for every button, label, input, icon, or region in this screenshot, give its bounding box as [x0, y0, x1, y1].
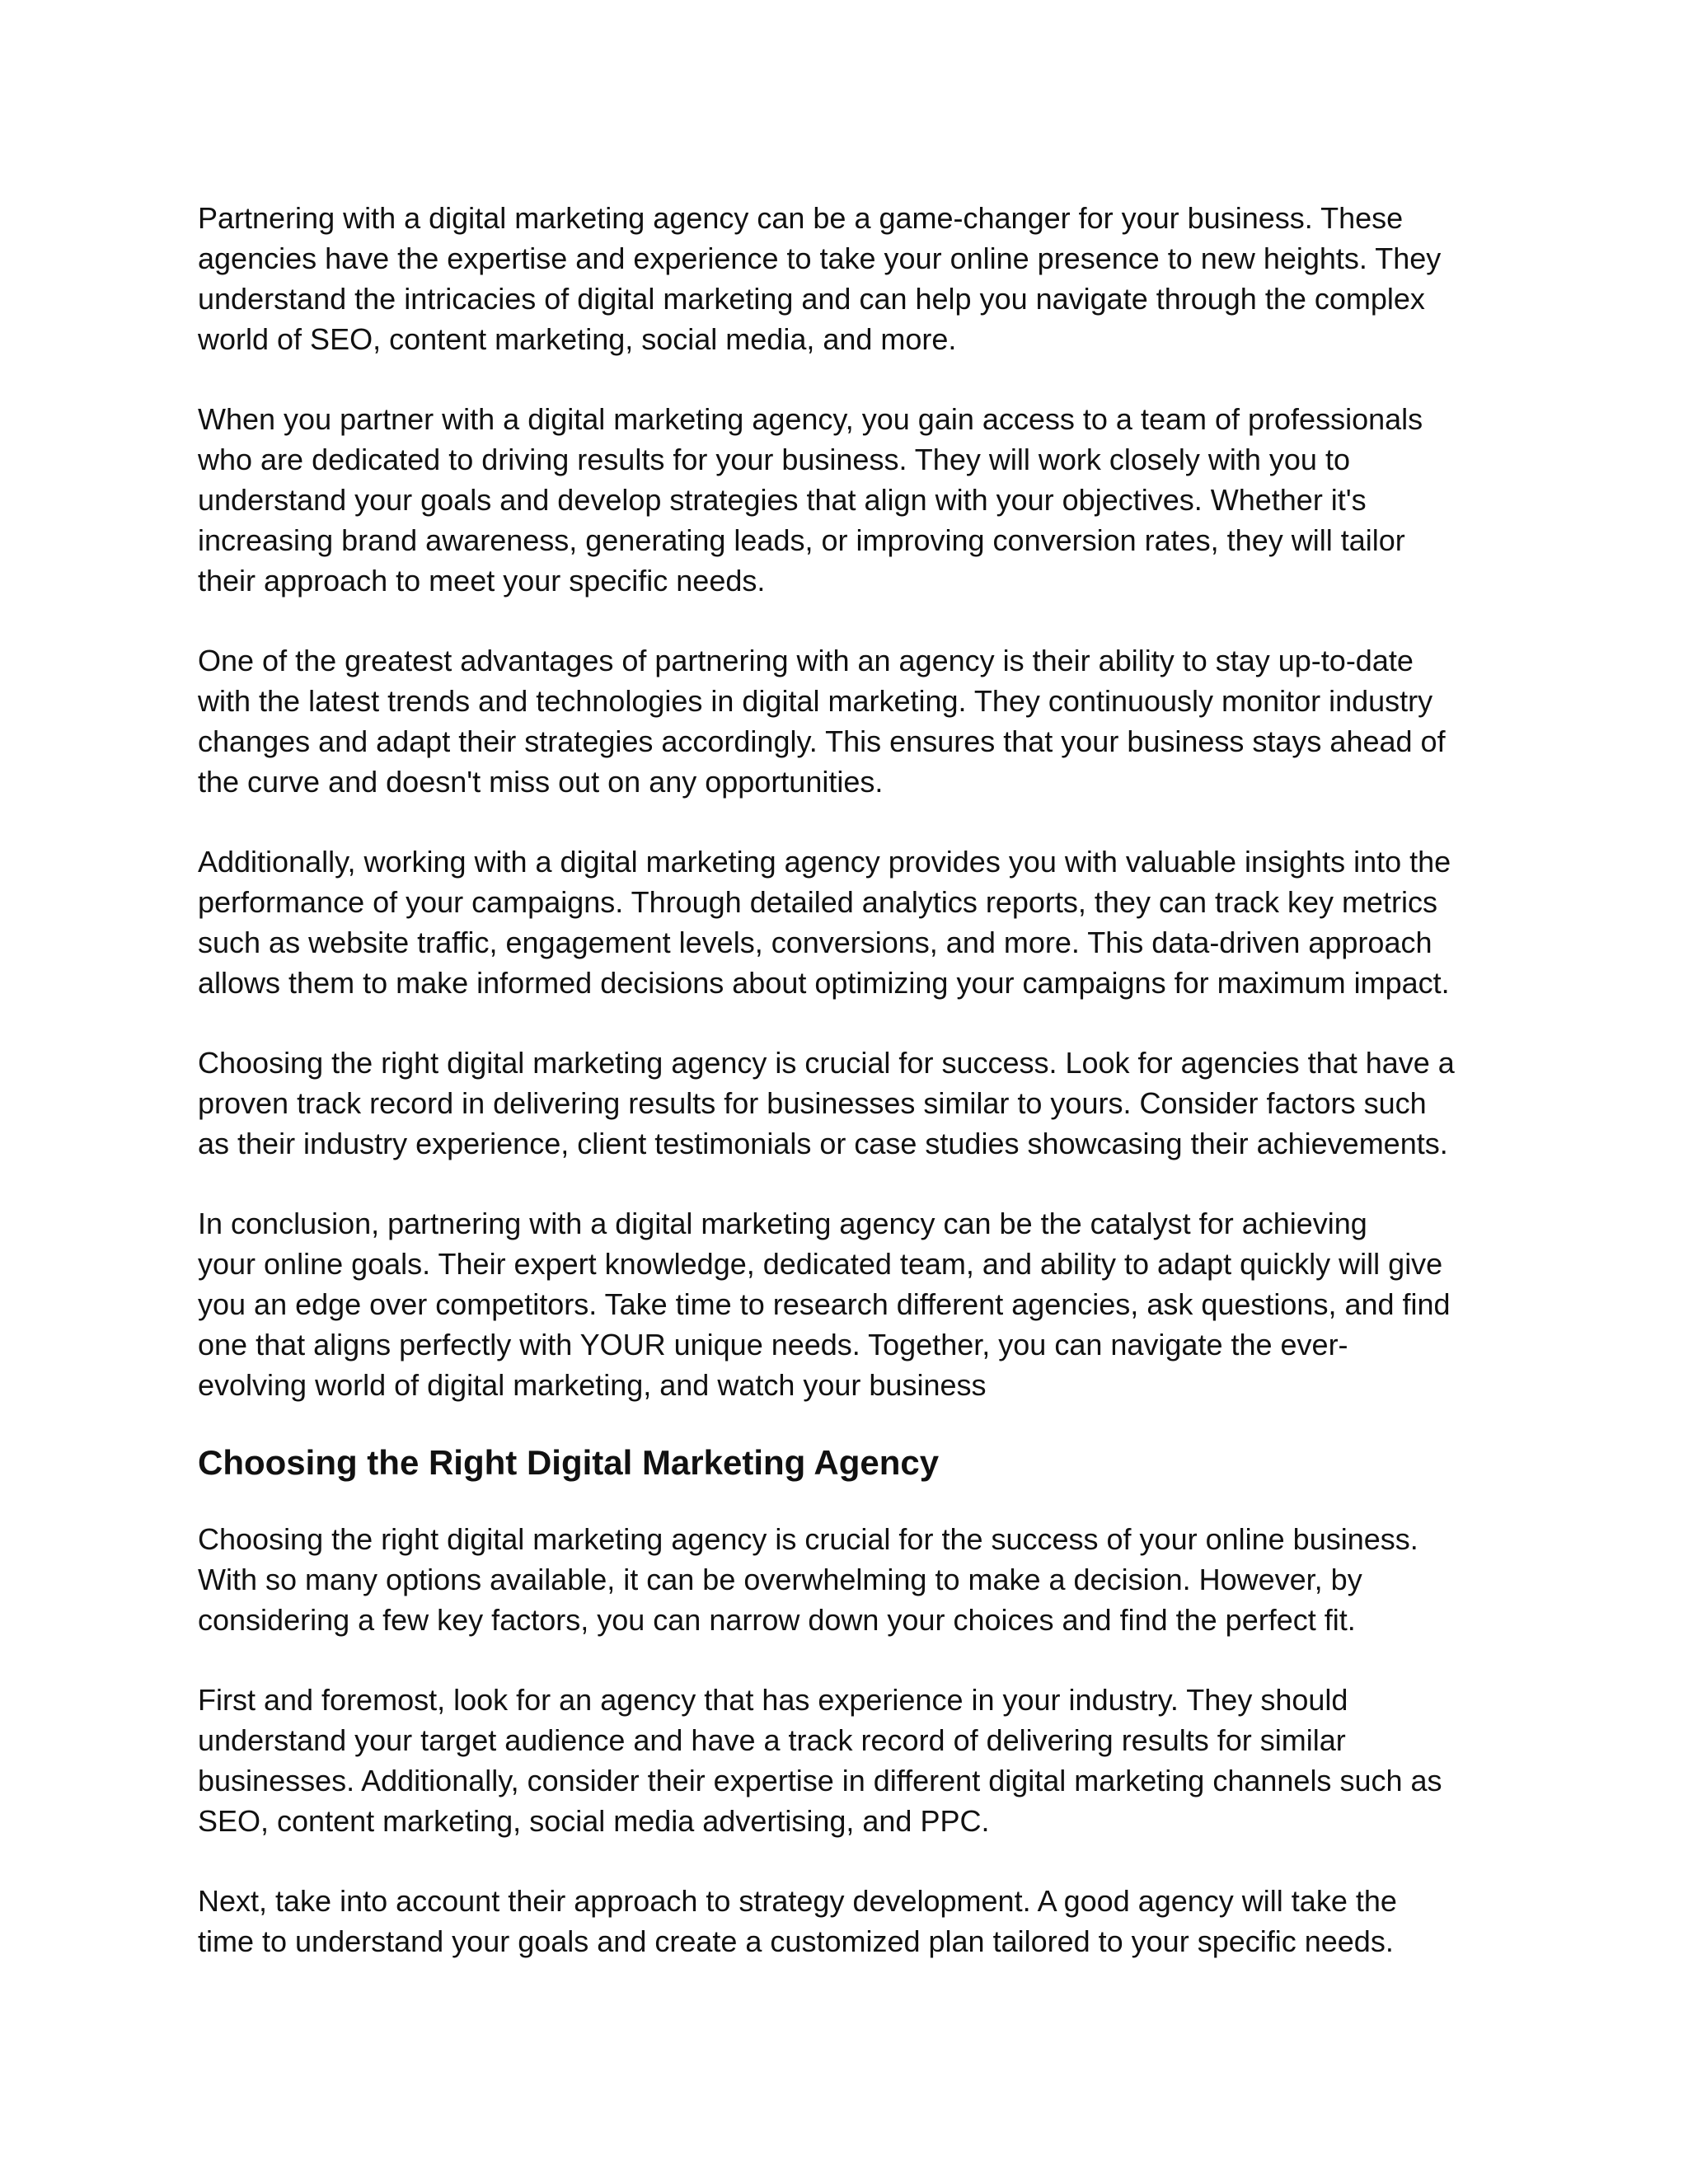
- paragraph-industry-experience: First and foremost, look for an agency that has experience in your industry. They should understand your target audience and have a track record of delivering results for similar businesses. Additionally, consider their expertise in different digital marketing channels such as SEO, content marketing, social media advertising, and PPC.: [198, 1683, 1442, 1838]
- paragraph-trends: One of the greatest advantages of partnering with an agency is their ability to stay up-to-date with the latest trends and technologies in digital marketing. They continuously monitor industry changes and adapt their strategies accordingly. This ensures that your business stays ahead of the curve and doesn't miss out on any opportunities.: [198, 644, 1446, 799]
- paragraph-conclusion: In conclusion, partnering with a digital marketing agency can be the catalyst for achieving your online goals. Their expert knowledge, dedicated team, and ability to adapt quickly will give you an edge over competitors. Take time to research different agencies, ask questions, and find one that aligns perfectly with YOUR unique needs. Together, you can navigate the ever- evolving world of digital marketing, and watch your business: [198, 1207, 1451, 1402]
- paragraph-partnering-intro: Partnering with a digital marketing agency can be a game-changer for your business. These agencies have the expertise and experience to take your online presence to new heights. They understand the intricacies of digital marketing and can help you navigate through the complex world of SEO, content marketing, social media, and more.: [198, 201, 1442, 356]
- paragraph-insights: Additionally, working with a digital marketing agency provides you with valuable insights into the performance of your campaigns. Through detailed analytics reports, they can track key metrics such as website traffic, engagement levels, conversions, and more. This data-driven approach allows them to make informed decisions about optimizing your campaigns for maximum impact.: [198, 845, 1451, 1000]
- paragraph-strategy-development: Next, take into account their approach to strategy development. A good agency will take the time to understand your goals and create a customized plan tailored to your specific needs.: [198, 1884, 1397, 1958]
- paragraph-choosing-success: Choosing the right digital marketing agency is crucial for success. Look for agencies that have a proven track record in delivering results for businesses similar to yours. Consider factors such as their industry experience, client testimonials or case studies showcasing their achievements.: [198, 1046, 1455, 1160]
- section-heading: Choosing the Right Digital Marketing Agency: [198, 1443, 940, 1482]
- paragraph-choosing-overview: Choosing the right digital marketing agency is crucial for the success of your online business. With so many options available, it can be overwhelming to make a decision. However, by considering a few key factors, you can narrow down your choices and find the perfect fit.: [198, 1522, 1418, 1637]
- paragraph-team-access: When you partner with a digital marketing agency, you gain access to a team of professionals who are dedicated to driving results for your business. They will work closely with you to understand your goals and develop strategies that align with your objectives. Whether it's increasing brand awareness, generating leads, or improving conversion rates, they will tailor their approach to meet your specific needs.: [198, 402, 1423, 598]
- document-page: [198, 198, 1500, 1961]
